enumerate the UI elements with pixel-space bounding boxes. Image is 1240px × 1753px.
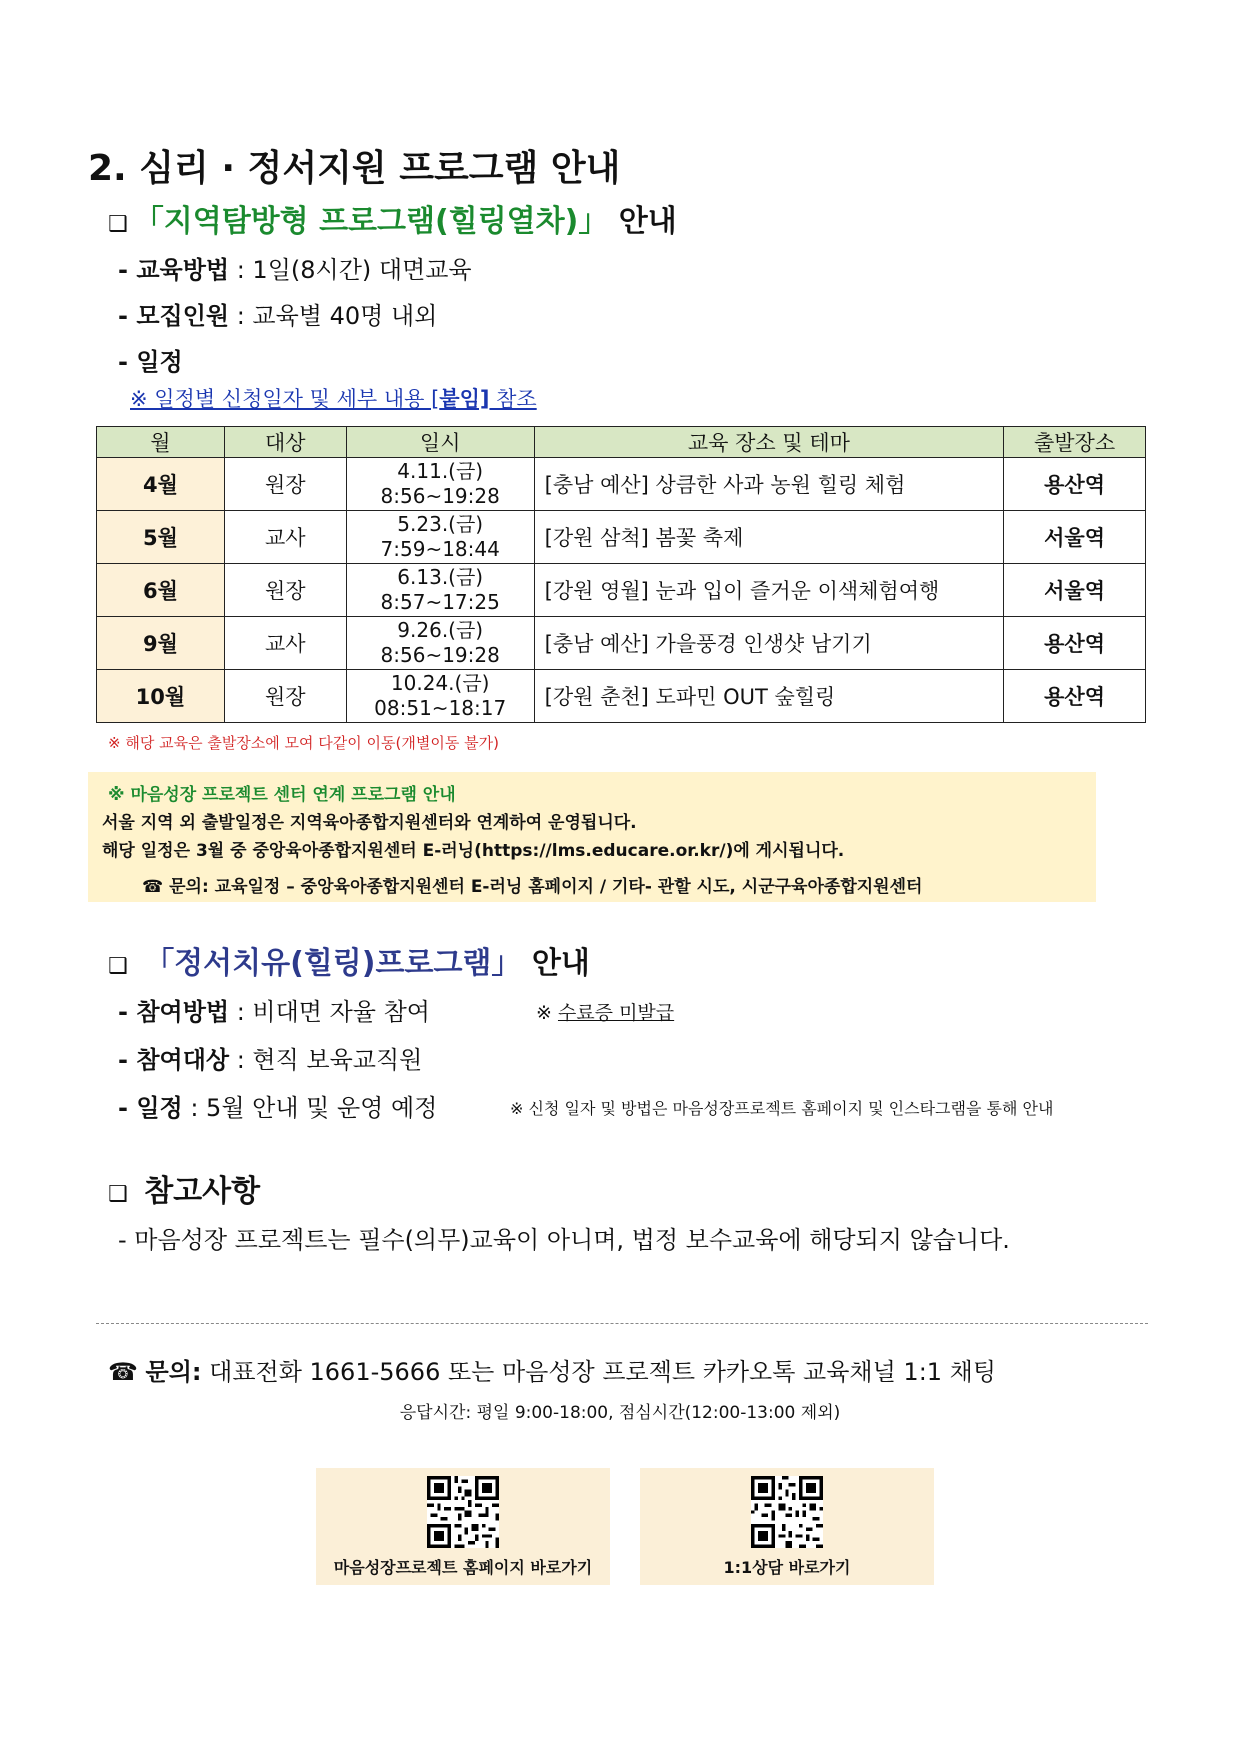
row-datetime: 6.13.(금) 8:57~17:25 [346, 564, 534, 617]
homepage-qr-label: 마음성장프로젝트 홈페이지 바로가기 [333, 1558, 593, 1577]
row-month: 4월 [97, 458, 225, 511]
reference-title: 참고사항 [144, 1174, 261, 1209]
row-month: 9월 [97, 617, 225, 670]
row-departure: 용산역 [1004, 670, 1146, 723]
row-datetime: 4.11.(금) 8:56~19:28 [346, 458, 534, 511]
row-target: 원장 [224, 564, 346, 617]
header-theme: 교육 장소 및 테마 [534, 427, 1003, 458]
schedule-table [96, 426, 1146, 723]
row-departure: 용산역 [1004, 617, 1146, 670]
table-header-row [97, 427, 1146, 458]
attachment-note-link[interactable]: ※ 일정별 신청일자 및 세부 내용 [붙임] 참조 [130, 387, 537, 411]
schedule-label: 일정 [136, 1094, 183, 1122]
row-theme: [강원 춘천] 도파민 OUT 숲힐링 [534, 670, 1003, 723]
consult-qr-label: 1:1상담 바로가기 [723, 1558, 851, 1577]
row-month: 10월 [97, 670, 225, 723]
row-target: 교사 [224, 511, 346, 564]
program2-schedule-note: ※ 신청 일자 및 방법은 마음성장프로젝트 홈페이지 및 인스타그램을 통해 안내 [510, 1099, 1054, 1118]
table-row [97, 458, 1146, 511]
method-value: : 1일(8시간) 대면교육 [236, 256, 472, 284]
checkbox-bullet-icon: ❑ [108, 212, 128, 237]
program2-method: - 참여방법 : 비대면 자율 참여 [118, 998, 430, 1026]
program2-title-suffix: 안내 [531, 946, 590, 981]
program2-heading [108, 938, 590, 982]
method-value: : 비대면 자율 참여 [236, 998, 430, 1026]
program1-schedule: - 일정 [118, 348, 183, 376]
row-departure: 용산역 [1004, 458, 1146, 511]
row-datetime: 9.26.(금) 8:56~19:28 [346, 617, 534, 670]
row-theme: [충남 예산] 상큼한 사과 농원 힐링 체험 [534, 458, 1003, 511]
program2-schedule: - 일정 : 5월 안내 및 운영 예정 [118, 1094, 438, 1122]
row-departure: 서울역 [1004, 511, 1146, 564]
target-value: : 현직 보육교직원 [236, 1046, 423, 1074]
center-program-info-box [88, 772, 1096, 902]
table-row [97, 564, 1146, 617]
departure-red-note: ※ 해당 교육은 출발장소에 모여 다같이 이동(개별이동 불가) [108, 734, 499, 752]
checkbox-bullet-icon: ❑ [108, 1182, 128, 1207]
center-box-line2: 해당 일정은 3월 중 중앙육아종합지원센터 E-러닝(https://lms.educare.or.kr/)에 게시됩니다. [102, 841, 845, 861]
header-datetime: 일시 [346, 427, 534, 458]
method-label: 교육방법 [136, 256, 230, 284]
recruit-label: 모집인원 [136, 302, 230, 330]
section-title: 2. 심리 · 정서지원 프로그램 안내 [88, 148, 621, 189]
program1-method: - 교육방법 : 1일(8시간) 대면교육 [118, 256, 472, 284]
row-month: 5월 [97, 511, 225, 564]
program1-recruit: - 모집인원 : 교육별 40명 내외 [118, 302, 438, 330]
program2-title: 「정서치유(힐링)프로그램」 [144, 946, 522, 981]
target-label: 참여대상 [136, 1046, 230, 1074]
method-label: 참여방법 [136, 998, 230, 1026]
qr-code-icon [427, 1476, 499, 1548]
header-departure: 출발장소 [1004, 427, 1146, 458]
row-month: 6월 [97, 564, 225, 617]
row-target: 원장 [224, 670, 346, 723]
certificate-note-link[interactable]: 수료증 미발급 [557, 1002, 675, 1024]
table-row [97, 511, 1146, 564]
row-departure: 서울역 [1004, 564, 1146, 617]
center-box-line1: 서울 지역 외 출발일정은 지역육아종합지원센터와 연계하여 운영됩니다. [102, 813, 637, 833]
header-target: 대상 [224, 427, 346, 458]
row-target: 교사 [224, 617, 346, 670]
center-box-title: ※ 마음성장 프로젝트 센터 연계 프로그램 안내 [108, 785, 456, 805]
program1-title-name: 지역탐방형 프로그램(힐링열차) [163, 204, 579, 239]
response-hours: 응답시간: 평일 9:00-18:00, 점심시간(12:00-13:00 제외) [399, 1403, 841, 1423]
table-row [97, 617, 1146, 670]
program1-title-close: 」 [578, 204, 609, 239]
phone-icon: ☎ [108, 1358, 138, 1386]
divider [96, 1323, 1148, 1324]
schedule-value: : 5월 안내 및 운영 예정 [190, 1094, 438, 1122]
row-theme: [강원 영월] 눈과 입이 즐거운 이색체험여행 [534, 564, 1003, 617]
center-box-contact: ☎ 문의: 교육일정 – 중앙육아종합지원센터 E-러닝 홈페이지 / 기타- 관할 시도, 시군구육아종합지원센터 [142, 877, 923, 897]
contact-line [108, 1352, 996, 1387]
program1-heading [108, 196, 677, 240]
row-theme: [강원 삼척] 봄꽃 축제 [534, 511, 1003, 564]
row-target: 원장 [224, 458, 346, 511]
header-month: 월 [97, 427, 225, 458]
program1-title-open: 「 [133, 204, 164, 239]
contact-text: 대표전화 1661-5666 또는 마음성장 프로젝트 카카오톡 교육채널 1:1 채팅 [209, 1358, 997, 1386]
reference-heading [108, 1166, 260, 1210]
row-datetime: 5.23.(금) 7:59~18:44 [346, 511, 534, 564]
reference-item: - 마음성장 프로젝트는 필수(의무)교육이 아니며, 법정 보수교육에 해당되지 않습니다. [118, 1226, 1010, 1254]
contact-label: 문의: [145, 1358, 202, 1386]
consult-qr-card[interactable] [640, 1468, 934, 1585]
checkbox-bullet-icon: ❑ [108, 954, 128, 979]
row-datetime: 10.24.(금) 08:51~18:17 [346, 670, 534, 723]
row-theme: [충남 예산] 가을풍경 인생샷 남기기 [534, 617, 1003, 670]
qr-code-icon [751, 1476, 823, 1548]
homepage-qr-card[interactable] [316, 1468, 610, 1585]
program1-title-suffix: 안내 [618, 204, 677, 239]
certificate-note: ※ 수료증 미발급 [536, 1002, 675, 1024]
schedule-label: 일정 [136, 348, 183, 376]
program2-target: - 참여대상 : 현직 보육교직원 [118, 1046, 423, 1074]
table-row [97, 670, 1146, 723]
recruit-value: : 교육별 40명 내외 [236, 302, 438, 330]
